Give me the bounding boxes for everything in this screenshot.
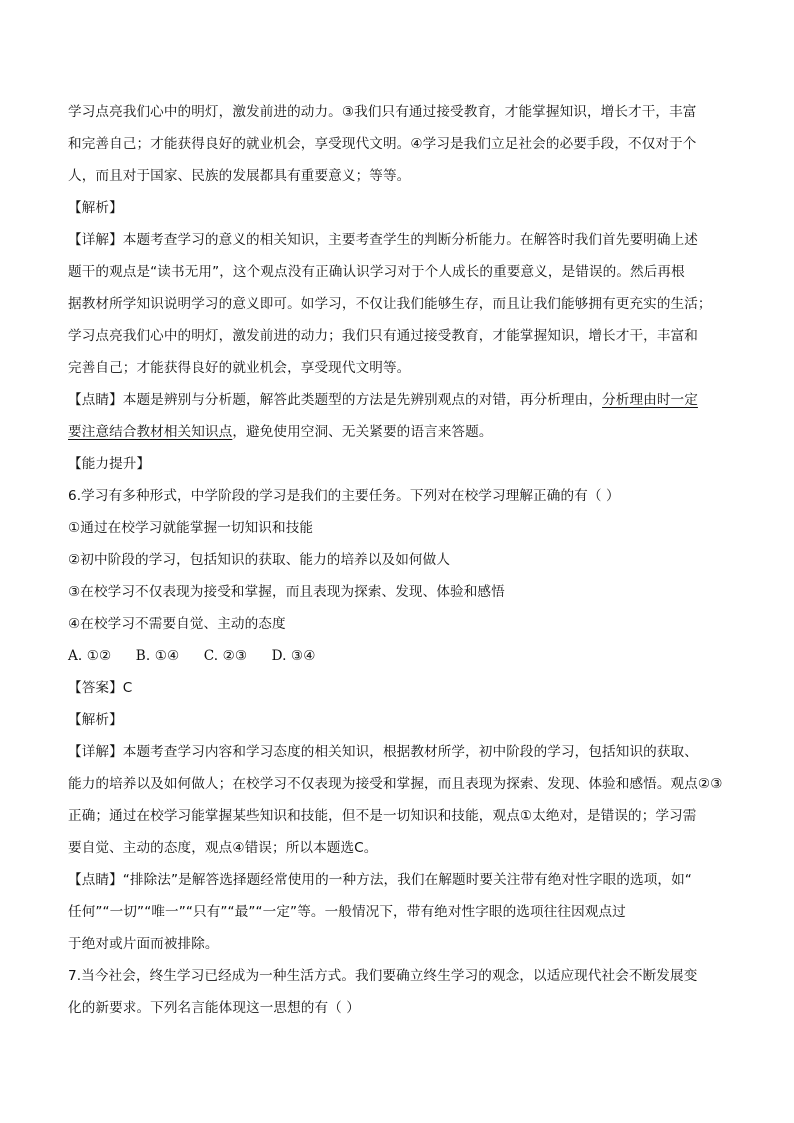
q5-answer-line-1: 学习点亮我们心中的明灯，激发前进的动力。③我们只有通过接受教育，才能掌握知识，增长才干，丰富 [68, 104, 697, 120]
q5-tip-line-2 [68, 416, 732, 448]
q6-statement-1: ①通过在校学习就能掌握一切知识和技能 [68, 520, 314, 536]
option-value: ②③ [222, 648, 248, 664]
q6-detail-line-4: 要自觉、主动的态度，观点④错误；所以本题选C。 [68, 840, 378, 856]
option-letter: C. [203, 648, 223, 664]
q5-detail-line-2: 题干的观点是“读书无用”，这个观点没有正确认识学习对于个人成长的重要意义，是错误的。然后再根 [68, 264, 685, 280]
q6-detail-line-2: 能力的培养以及如何做人；在校学习不仅表现为接受和掌握，而且表现为探索、发现、体验和感悟。观点②③ [68, 776, 723, 792]
q6-analysis-tag: 【解析】 [68, 712, 123, 728]
option-letter: D. [271, 648, 291, 664]
option-value: ③④ [290, 648, 316, 664]
q7-stem-line-2: 化的新要求。下列名言能体现这一思想的有（ ） [68, 1000, 360, 1016]
q6-option-b [136, 640, 180, 672]
q5-tip-underlined: 要注意结合教材相关知识点 [68, 424, 233, 440]
q5-detail-line-4: 学习点亮我们心中的明灯，激发前进的动力；我们只有通过接受教育，才能掌握知识，增长才干，丰富和 [68, 328, 698, 344]
q5-tip-underlined: 分析理由时一定 [602, 392, 698, 408]
q6-options [68, 640, 732, 672]
q5-tip-line-1 [68, 384, 732, 416]
q6-option-a [68, 640, 111, 672]
q6-tip-line-2: 任何”“一切”“唯一”“只有”“最”“一定”等。一般情况下，带有绝对性字眼的选项往往因观点过 [68, 904, 626, 920]
section-title: 【能力提升】 [68, 456, 151, 472]
q6-detail-line-1: 【详解】本题考查学习内容和学习态度的相关知识，根据教材所学，初中阶段的学习，包括知识的获取、 [68, 744, 698, 760]
q6-option-d [272, 640, 316, 672]
option-letter: A. [68, 648, 87, 664]
q5-tip-text: 【点睛】本题是辨别与分析题，解答此类题型的方法是先辨别观点的对错，再分析理由， [68, 392, 603, 408]
q6-detail-line-3: 正确；通过在校学习能掌握某些知识和技能，但不是一切知识和技能，观点①太绝对，是错误的；学习需 [68, 808, 697, 824]
q5-detail-line-3: 据教材所学知识说明学习的意义即可。如学习，不仅让我们能够生存，而且让我们能够拥有更充实的生活； [68, 296, 712, 312]
q5-detail-line-5: 完善自己；才能获得良好的就业机会，享受现代文明等。 [68, 360, 411, 376]
q5-answer-line-2: 和完善自己；才能获得良好的就业机会，享受现代文明。④学习是我们立足社会的必要手段，不仅对于个 [68, 136, 697, 152]
q6-statement-2: ②初中阶段的学习，包括知识的获取、能力的培养以及如何做人 [68, 552, 451, 568]
q5-answer-line-3: 人，而且对于国家、民族的发展都具有重要意义；等等。 [68, 168, 411, 184]
q6-tip-line-1: 【点睛】“排除法”是解答选择题经常使用的一种方法，我们在解题时要关注带有绝对性字眼的选项，如“ [68, 872, 692, 888]
option-value: ①④ [154, 648, 180, 664]
q5-analysis-tag: 【解析】 [68, 200, 123, 216]
q6-tip-line-3: 于绝对或片面而被排除。 [68, 936, 219, 952]
q5-detail-line-1: 【详解】本题考查学习的意义的相关知识，主要考查学生的判断分析能力。在解答时我们首先要明确上述 [68, 232, 698, 248]
option-letter: B. [135, 648, 155, 664]
document-body [68, 96, 732, 1024]
q5-tip-text: ，避免使用空洞、无关紧要的语言来答题。 [232, 424, 493, 440]
q6-answer: 【答案】C [68, 680, 133, 696]
q7-stem-line-1: 7.当今社会，终生学习已经成为一种生活方式。我们要确立终生学习的观念，以适应现代社会不断发展变 [68, 968, 698, 984]
q6-statement-3: ③在校学习不仅表现为接受和掌握，而且表现为探索、发现、体验和感悟 [68, 584, 505, 600]
option-value: ①② [86, 648, 112, 664]
q6-stem: 6.学习有多种形式，中学阶段的学习是我们的主要任务。下列对在校学习理解正确的有（ ） [68, 488, 620, 504]
q6-option-c [204, 640, 247, 672]
q6-statement-4: ④在校学习不需要自觉、主动的态度 [68, 616, 286, 632]
